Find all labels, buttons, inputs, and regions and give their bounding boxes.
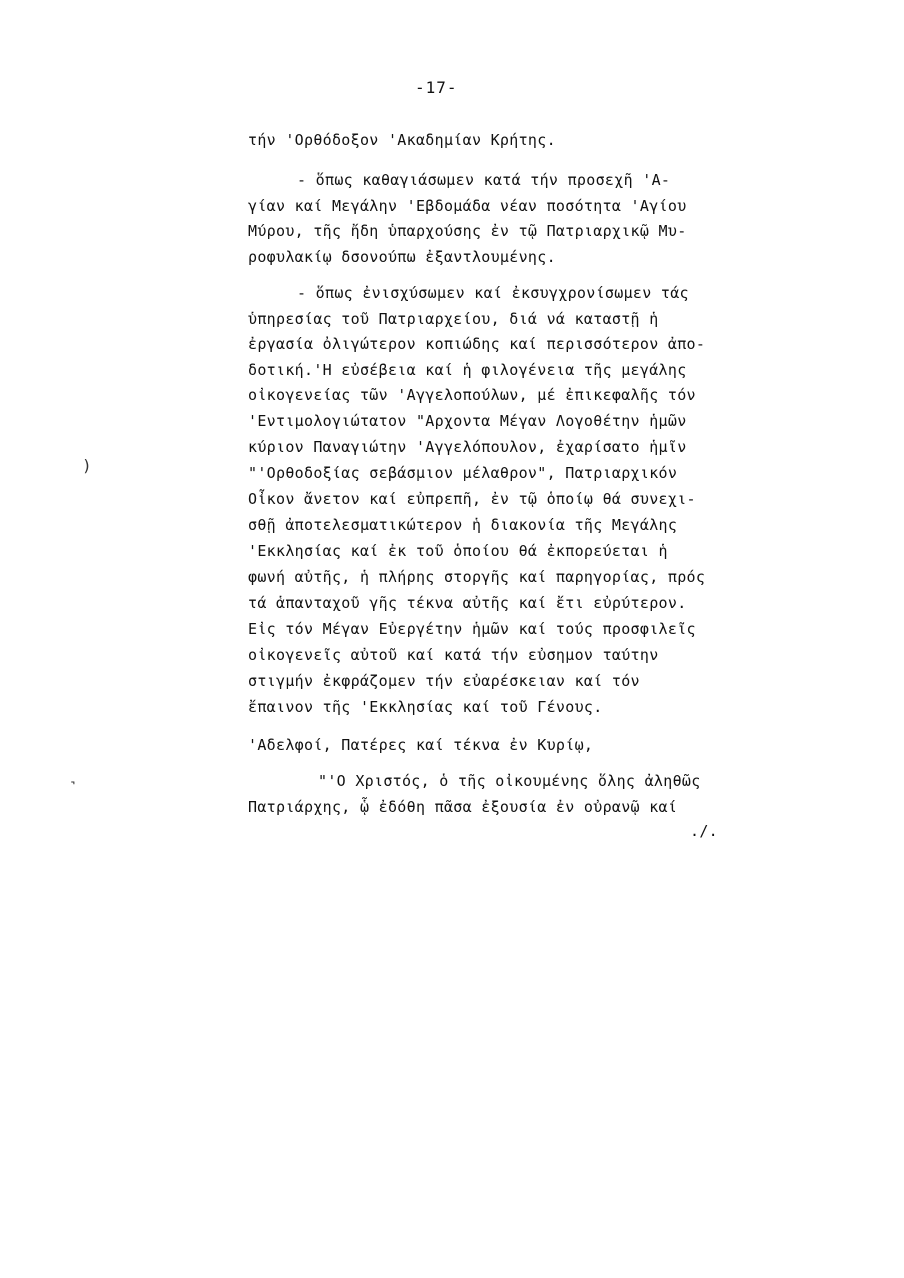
text-line: οἰκογενείας τῶν 'Αγγελοπούλων, μέ ἐπικεφαλῆς τόν [248,386,696,404]
text-line: τήν 'Ορθόδοξον 'Ακαδημίαν Κρήτης. [248,131,556,149]
page-number: -17- [415,78,458,97]
text-line: στιγμήν ἐκφράζομεν τήν εὐαρέσκειαν καί τόν [248,672,640,690]
quote-line: "'Ο Χριστός, ὁ τῆς οἰκουμένης ὅλης ἀληθῶς [318,772,701,790]
text-line: τά ἁπανταχοῦ γῆς τέκνα αὐτῆς καί ἔτι εὐρύτερον. [248,594,687,612]
text-line: γίαν καί Μεγάλην 'Εβδομάδα νέαν ποσότητα 'Αγίου [248,197,687,215]
text-line: σθῇ ἀποτελεσματικώτερον ἡ διακονία τῆς Μεγάλης [248,516,678,534]
text-line: Εἰς τόν Μέγαν Εὐεργέτην ἡμῶν καί τούς προσφιλεῖς [248,620,696,638]
text-line: - ὅπως ἐνισχύσωμεν καί ἐκσυγχρονίσωμεν τάς [297,284,689,302]
margin-mark: ˺ [68,778,78,797]
text-line: ὑπηρεσίας τοῦ Πατριαρχείου, διά νά καταστῇ ἡ [248,310,659,328]
text-line: ἔπαινον τῆς 'Εκκλησίας καί τοῦ Γένους. [248,698,603,716]
text-line: οἰκογενεῖς αὐτοῦ καί κατά τήν εὐσημον ταύτην [248,646,659,664]
continuation-mark: ./. [690,822,718,840]
text-line: ἐργασία ὀλιγώτερον κοπιώδης καί περισσότερον ἀπο- [248,335,706,353]
text-line: δοτική.'Η εὐσέβεια καί ἡ φιλογένεια τῆς μεγάλης [248,361,687,379]
text-line: - ὅπως καθαγιάσωμεν κατά τήν προσεχῆ 'Α- [297,171,671,189]
text-line: φωνή αὐτῆς, ἡ πλήρης στοργῆς καί παρηγορίας, πρός [248,568,706,586]
text-line: 'Εντιμολογιώτατον "Αρχοντα Μέγαν Λογοθέτην ἡμῶν [248,412,687,430]
text-line: κύριον Παναγιώτην 'Αγγελόπουλον, ἐχαρίσατο ἡμῖν [248,438,687,456]
margin-mark: ) [82,456,92,475]
text-line: Οἶκον ἄνετον καί εὐπρεπῆ, ἐν τῷ ὁποίῳ θά συνεχι- [248,490,696,508]
quote-line: Πατριάρχης, ᾧ ἐδόθη πᾶσα ἐξουσία ἐν οὐρανῷ καί [248,798,678,816]
salutation-line: 'Αδελφοί, Πατέρες καί τέκνα ἐν Κυρίῳ, [248,736,594,754]
text-line: Μύρου, τῆς ἤδη ὑπαρχούσης ἐν τῷ Πατριαρχικῷ Μυ- [248,222,687,240]
text-line: "'Ορθοδοξίας σεβάσμιον μέλαθρον", Πατριαρχικόν [248,464,678,482]
text-line: 'Εκκλησίας καί ἐκ τοῦ ὁποίου θά ἐκπορεύεται ἡ [248,542,668,560]
text-line: ροφυλακίῳ δσονούπω ἐξαντλουμένης. [248,248,556,266]
